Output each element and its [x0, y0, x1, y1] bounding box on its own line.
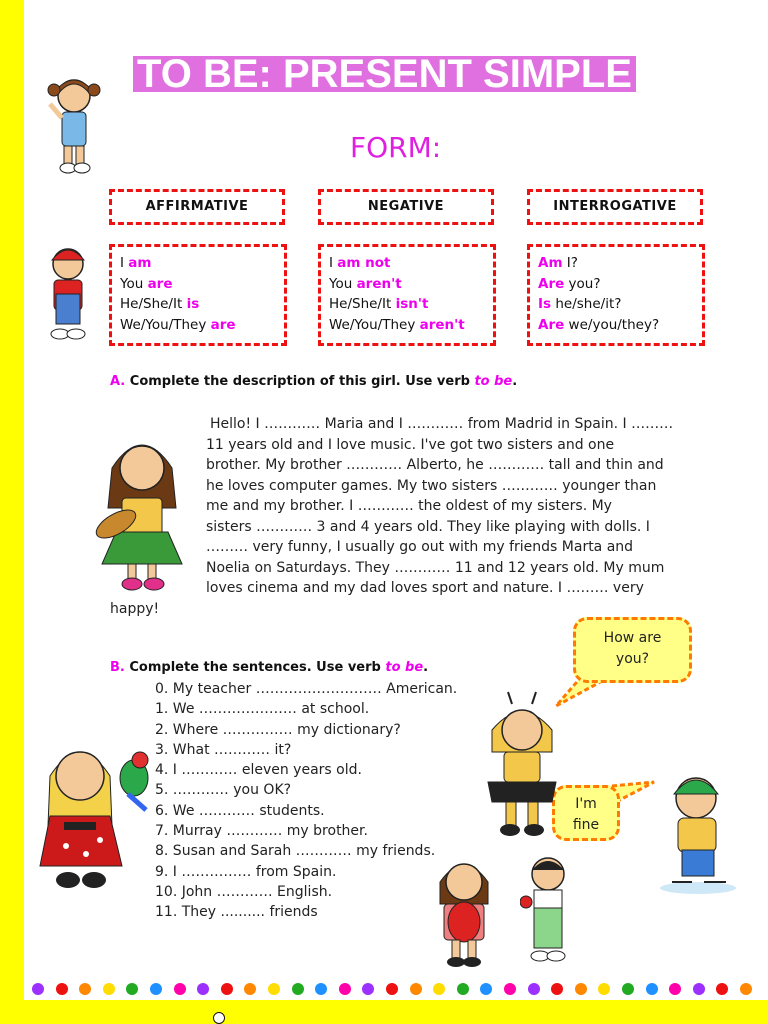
page-marker-circle [213, 1012, 225, 1024]
border-dot [339, 983, 351, 995]
paragraph-line: Hello! I ………… Maria and I ………… from Madrid in Spain. I ……… [210, 416, 674, 432]
conj-row: We/You/They aren't [329, 316, 465, 333]
border-dot [362, 983, 374, 995]
border-dot [504, 983, 516, 995]
exercise-b-sentences [155, 679, 457, 923]
girl-maria-illustration [92, 428, 190, 598]
interrogative-box [527, 244, 705, 346]
border-dot [716, 983, 728, 995]
border-dot [150, 983, 162, 995]
sentence: 4. I ………… eleven years old. [155, 762, 362, 779]
border-dot [528, 983, 540, 995]
border-dot [32, 983, 44, 995]
paragraph-line: sisters ………… 3 and 4 years old. They like playing with dolls. I [206, 518, 650, 535]
affirmative-box [109, 244, 287, 346]
sentence: 9. I …………… from Spain. [155, 863, 337, 880]
border-dot [103, 983, 115, 995]
border-dot [433, 983, 445, 995]
exercise-a-paragraph [110, 414, 674, 619]
bubble-text: How are [603, 630, 662, 646]
exercise-a-title: A. Complete the description of this girl. Use verb to be. [110, 374, 518, 389]
girl-waving-illustration [44, 74, 104, 178]
paragraph-line: me and my brother. I ………… the oldest of my sisters. My [206, 498, 612, 514]
conj-row: He/She/It isn't [329, 296, 429, 312]
sentence: 7. Murray ………… my brother. [155, 823, 368, 840]
conj-row: You are [120, 275, 173, 292]
interrogative-header: INTERROGATIVE [527, 189, 703, 225]
negative-header: NEGATIVE [318, 189, 494, 225]
paragraph-line: Noelia on Saturdays. They ………… 11 and 12 years old. My mum [206, 559, 665, 576]
girl-parrot-illustration [36, 736, 160, 892]
border-dot [669, 983, 681, 995]
border-dot [551, 983, 563, 995]
conj-row: I am [120, 255, 152, 271]
border-dot [221, 983, 233, 995]
sentence: 11. They .......... friends [155, 904, 318, 921]
border-dot [598, 983, 610, 995]
bubble-text: you? [615, 651, 650, 667]
border-dot [575, 983, 587, 995]
border-dot [457, 983, 469, 995]
border-dot [244, 983, 256, 995]
border-dot [292, 983, 304, 995]
sentence: 2. Where …………… my dictionary? [155, 721, 401, 738]
left-yellow-border [0, 0, 24, 1024]
border-dot [622, 983, 634, 995]
exercise-b-title: B. Complete the sentences. Use verb to be. [110, 660, 429, 675]
border-dot [480, 983, 492, 995]
paragraph-line: brother. My brother ………… Alberto, he ………… tall and thin and [206, 457, 664, 473]
bottom-yellow-border [0, 1000, 768, 1024]
paragraph-line: 11 years old and I love music. I've got two sisters and one [206, 436, 615, 453]
sentence: 6. We ………… students. [155, 802, 325, 819]
paragraph-line: loves cinema and my dad loves sport and nature. I ……… very [206, 580, 644, 596]
conj-row: Are you? [538, 275, 601, 292]
boy-cap-illustration [40, 238, 96, 344]
border-dot [646, 983, 658, 995]
conj-row: He/She/It is [120, 296, 200, 312]
conj-row: Are we/you/they? [538, 316, 660, 333]
conj-row: Am I? [538, 255, 578, 271]
border-dot [268, 983, 280, 995]
affirmative-header: AFFIRMATIVE [109, 189, 285, 225]
bubble-text: I'm [575, 796, 597, 812]
sentence: 5. ………… you OK? [155, 782, 292, 799]
border-dot [410, 983, 422, 995]
page-title: TO BE: PRESENT SIMPLE [133, 56, 636, 92]
border-dot [126, 983, 138, 995]
border-dot [740, 983, 752, 995]
speech-bubble-how-are-you [573, 617, 692, 683]
sentence: 8. Susan and Sarah ………… my friends. [155, 843, 436, 860]
sentence: 10. John ………… English. [155, 883, 333, 900]
decorative-dot-border [32, 983, 752, 995]
border-dot [386, 983, 398, 995]
border-dot [174, 983, 186, 995]
paragraph-line: ……… very funny, I usually go out with my friends Marta and [206, 539, 634, 555]
girl-strawberry-illustration [432, 852, 496, 972]
sentence: 0. My teacher ……………………… American. [155, 681, 458, 697]
sentence: 3. What ………… it? [155, 741, 292, 758]
border-dot [56, 983, 68, 995]
conj-row: I am not [329, 255, 391, 271]
bubble-text: fine [572, 817, 600, 833]
sentence: 1. We ………………… at school. [155, 701, 370, 718]
paragraph-line: happy! [110, 600, 160, 617]
boy-skating-illustration [656, 766, 740, 896]
paragraph-line: he loves computer games. My two sisters ………… younger than [206, 477, 657, 494]
negative-box [318, 244, 496, 346]
conj-row: Is he/she/it? [538, 296, 622, 312]
boy-overalls-illustration [520, 852, 576, 968]
border-dot [79, 983, 91, 995]
border-dot [693, 983, 705, 995]
conj-row: You aren't [329, 275, 402, 292]
form-label: FORM: [350, 131, 442, 164]
conj-row: We/You/They are [120, 316, 236, 333]
border-dot [315, 983, 327, 995]
border-dot [197, 983, 209, 995]
bee-girl-illustration [482, 690, 564, 840]
